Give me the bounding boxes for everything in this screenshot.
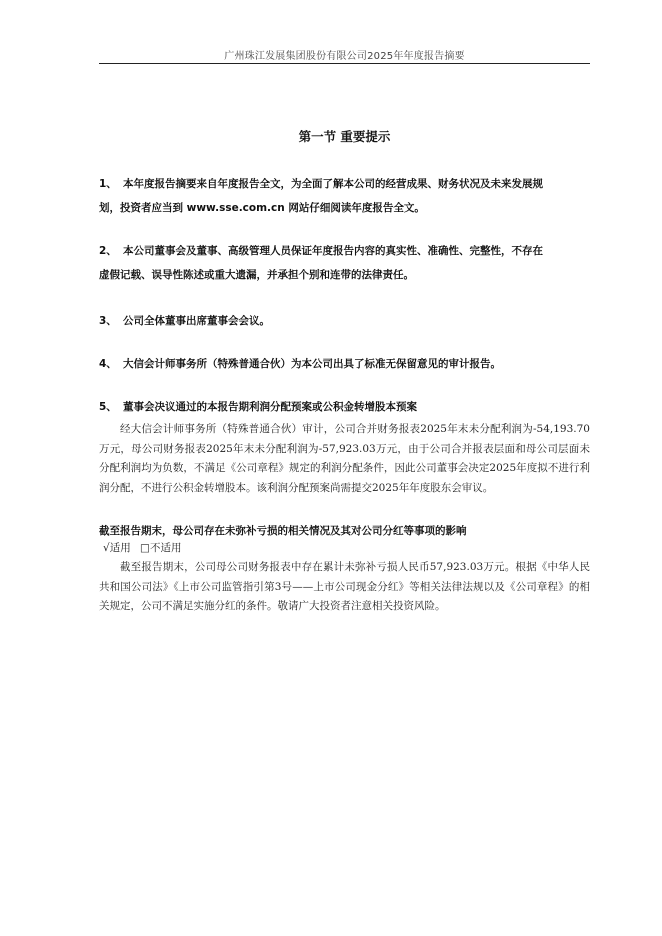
item-text-line1: 大信会计师事务所（特殊普通合伙）为本公司出具了标准无保留意见的审计报告。 [123, 358, 501, 370]
item-number: 1、 [99, 178, 117, 190]
notice-item-1 [99, 172, 590, 220]
item-number: 5、 [99, 401, 117, 413]
item-text-line2: 虚假记载、误导性陈述或重大遗漏，并承担个别和连带的法律责任。 [99, 269, 414, 281]
applicable-checked-option: √适用 [103, 542, 131, 554]
notice-item-4 [99, 352, 590, 376]
applicability-checkboxes [103, 540, 187, 555]
accumulated-loss-paragraph: 截至报告期末，公司母公司财务报表中存在累计未弥补亏损人民币57,923.03万元。根据《中华人民共和国公司法》《上市公司监管指引第3号——上市公司现金分红》等相关法律法规以及《公司章程》的相关规定，公司不满足实施分红的条件。敬请广大投资者注意相关投资风险。 [99, 561, 590, 612]
not-applicable-option: □不适用 [140, 542, 182, 554]
item-text-line1: 本年度报告摘要来自年度报告全文，为全面了解本公司的经营成果、财务状况及未来发展规 [123, 178, 543, 190]
item-text-line1: 本公司董事会及董事、高级管理人员保证年度报告内容的真实性、准确性、完整性，不存在 [123, 245, 543, 257]
notice-item-2 [99, 239, 590, 287]
loss-impact-heading: 截至报告期末，母公司存在未弥补亏损的相关情况及其对公司分红等事项的影响 [99, 525, 467, 537]
header-divider [99, 63, 590, 64]
profit-distribution-paragraph: 经大信会计师事务所（特殊普通合伙）审计，公司合并财务报表2025年末未分配利润为-54,193.70万元，母公司财务报表2025年末未分配利润为-57,923.03万元，由于公司合并报表层面和母公司层面未分配利润均为负数，不满足《公司章程》规定的利润分配条件，因此公司董事会决定2025年度拟不进行利润分配，不进行公积金转增股本。该利润分配预案尚需提交2025年年度股东会审议。 [99, 423, 590, 494]
item-number: 4、 [99, 358, 117, 370]
section-title: 第一节 重要提示 [298, 129, 391, 144]
item-number: 3、 [99, 315, 117, 327]
notice-item-5 [99, 395, 590, 419]
item-text-line1: 公司全体董事出席董事会会议。 [123, 315, 270, 327]
item-text-line2: 划，投资者应当到 www.sse.com.cn 网站仔细阅读年度报告全文。 [99, 202, 425, 214]
item-number: 2、 [99, 245, 117, 257]
item-text-line1: 董事会决议通过的本报告期利润分配预案或公积金转增股本预案 [123, 401, 417, 413]
notice-item-3 [99, 309, 590, 333]
running-header: 广州珠江发展集团股份有限公司2025年年度报告摘要 [224, 51, 465, 62]
